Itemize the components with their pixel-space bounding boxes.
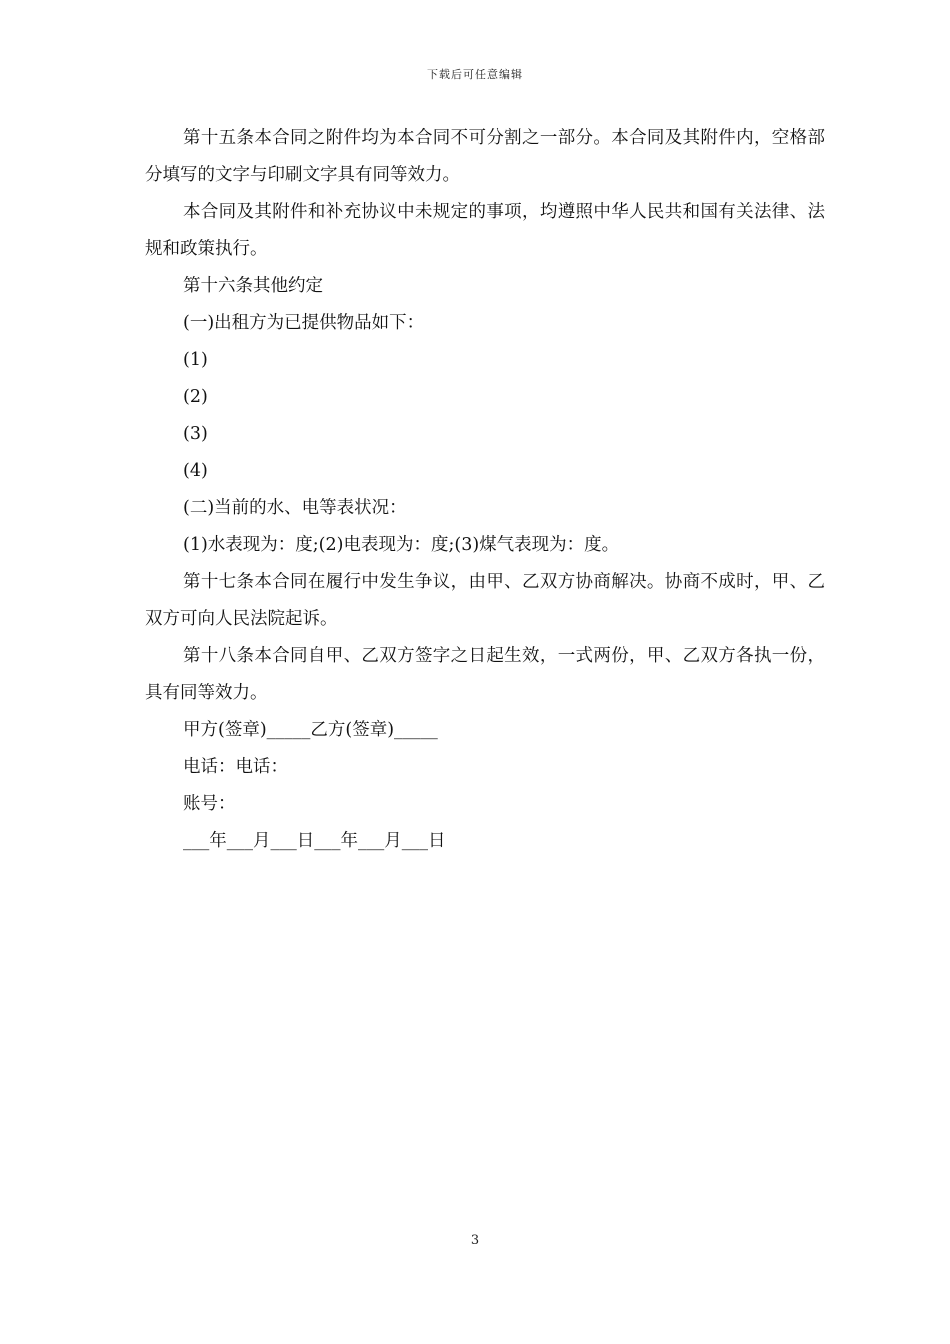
provided-item-2: (2): [183, 387, 208, 407]
signature-line: 甲方(签章)_____乙方(签章)_____: [183, 720, 438, 740]
meter-status-heading: (二)当前的水、电等表状况：: [183, 498, 407, 518]
date-line: ___年___月___日___年___月___日: [183, 831, 446, 851]
document-body: [145, 120, 825, 860]
phone-line: 电话：电话：: [183, 757, 288, 777]
provided-item-1: (1): [183, 350, 208, 370]
provided-item-3: (3): [183, 424, 208, 444]
clause-16-heading: 第十六条其他约定: [183, 276, 323, 296]
clause-15-attachments: 第十五条本合同之附件均为本合同不可分割之一部分。本合同及其附件内，空格部分填写的文字与印刷文字具有同等效力。: [145, 128, 825, 185]
provided-item-4: (4): [183, 461, 208, 481]
clause-17-disputes: 第十七条本合同在履行中发生争议，由甲、乙双方协商解决。协商不成时，甲、乙双方可向人民法院起诉。: [145, 572, 825, 629]
provided-items-heading: (一)出租方为已提供物品如下：: [183, 313, 425, 333]
page-number: 3: [470, 1233, 480, 1248]
page-header: 下载后可任意编辑: [427, 68, 523, 81]
clause-15-unregulated-matters: 本合同及其附件和补充协议中未规定的事项，均遵照中华人民共和国有关法律、法规和政策执行。: [145, 202, 825, 259]
meter-readings: (1)水表现为：度;(2)电表现为：度;(3)煤气表现为：度。: [183, 535, 620, 555]
account-line: 账号：: [183, 794, 236, 814]
clause-18-effect: 第十八条本合同自甲、乙双方签字之日起生效，一式两份，甲、乙双方各执一份，具有同等效力。: [145, 646, 825, 703]
